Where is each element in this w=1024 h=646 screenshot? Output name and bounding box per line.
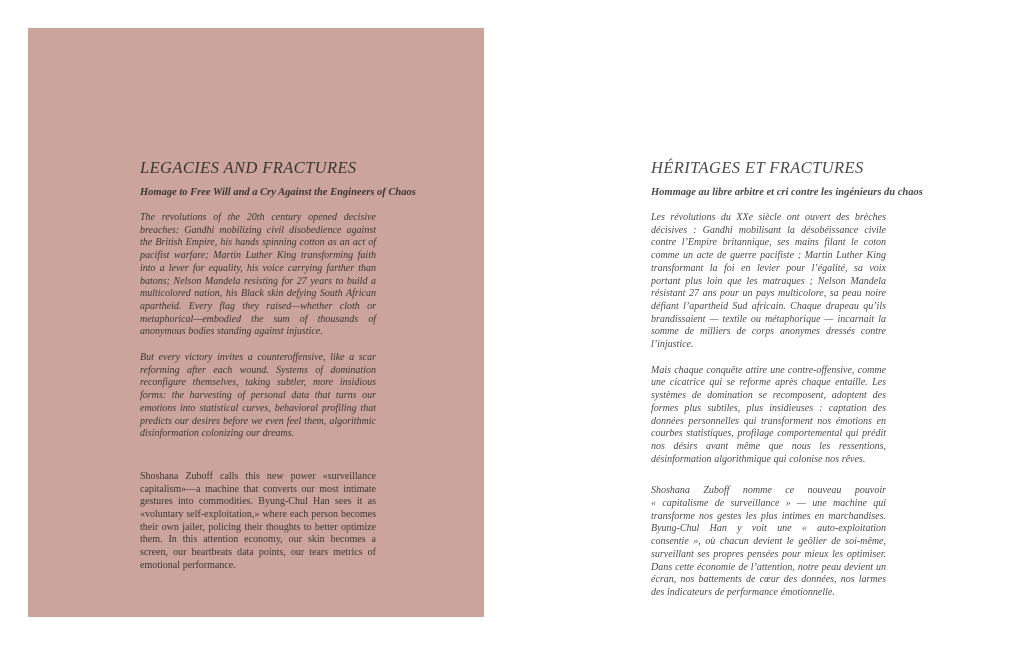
paragraph-french-3: Shoshana Zuboff nomme ce nouveau pouvoir « capitalisme de surveillance » — une machine qui transforme nos gestes les plus intimes en marchandises. Byung-Chul Han y voit une « auto-exploitation consentie », où chacun devient le geôlier de soi-même, surveillant ses propres pensées pour mieux les optimiser. Dans cette économie de l’attention, notre peau devient un écran, nos battements de cœur des données, nos larmes des indicateurs de performance émotionnelle. [651,485,886,598]
page-title-english: LEGACIES AND FRACTURES [140,158,357,177]
paragraph-english-2: But every victory invites a counteroffensive, like a scar reforming after each wound. Systems of domination reconfigure themselves, taking subtler, more insidious forms: the harvesting of personal data that turns our emotions into statistical curves, behavioral profiling that predicts our desires before we even feel them, algorithmic disinformation colonizing our dreams. [140,352,376,440]
page-title-french: HÉRITAGES ET FRACTURES [651,158,864,177]
right-page [512,0,1024,646]
paragraph-english-1: The revolutions of the 20th century opened decisive breaches: Gandhi mobilizing civil disobedience against the British Empire, his hands spinning cotton as an act of pacifist warfare; Martin Luther King transforming faith into a lever for equality, his voice carrying farther than batons; Nelson Mandela resisting for 27 years to build a multicolored nation, his Black skin defying South African apartheid. Every flag they raised—whether cloth or metaphorical—embodied the sum of thousands of anonymous bodies standing against injustice. [140,212,376,338]
paragraph-french-2: Mais chaque conquête attire une contre-offensive, comme une cicatrice qui se reforme après chaque entaille. Les systèmes de domination se recomposent, adoptent des formes plus subtiles, plus insidieuses : captation des données personnelles qui transforment nos émotions en courbes statistiques, profilage comportemental qui prédit nos désirs avant même que nous les ressentions, désinformation algorithmique qui colonise nos rêves. [651,364,886,465]
left-page [28,28,484,617]
paragraph-english-3: Shoshana Zuboff calls this new power «surveillance capitalism»—a machine that converts our most intimate gestures into commodities. Byung-Chul Han sees it as «voluntary self-exploitation,» where each person becomes their own jailer, policing their thoughts to better optimize them. In this attention economy, our skin becomes a screen, our heartbeats data points, our tears metrics of emotional performance. [140,470,376,571]
paragraph-french-1: Les révolutions du XXe siècle ont ouvert des brèches décisives : Gandhi mobilisant la désobéissance civile contre l’Empire britannique, ses mains filant le coton comme un acte de guerre pacifiste ; Martin Luther King transformant la foi en levier pour l’égalité, sa voix portant plus loin que les matraques ; Nelson Mandela résistant 27 ans pour un pays multicolore, sa peau noire défiant l’apartheid Sud africain. Chaque drapeau qu’ils brandissaient — textile ou métaphorique — incarnait la somme de milliers de corps anonymes dressés contre l’injustice. [651,212,886,351]
right-text-column [651,158,923,600]
left-text-column [140,158,416,573]
page-subtitle-french: Hommage au libre arbitre et cri contre les ingénieurs du chaos [651,187,923,198]
page-subtitle-english: Homage to Free Will and a Cry Against the Engineers of Chaos [140,187,416,198]
